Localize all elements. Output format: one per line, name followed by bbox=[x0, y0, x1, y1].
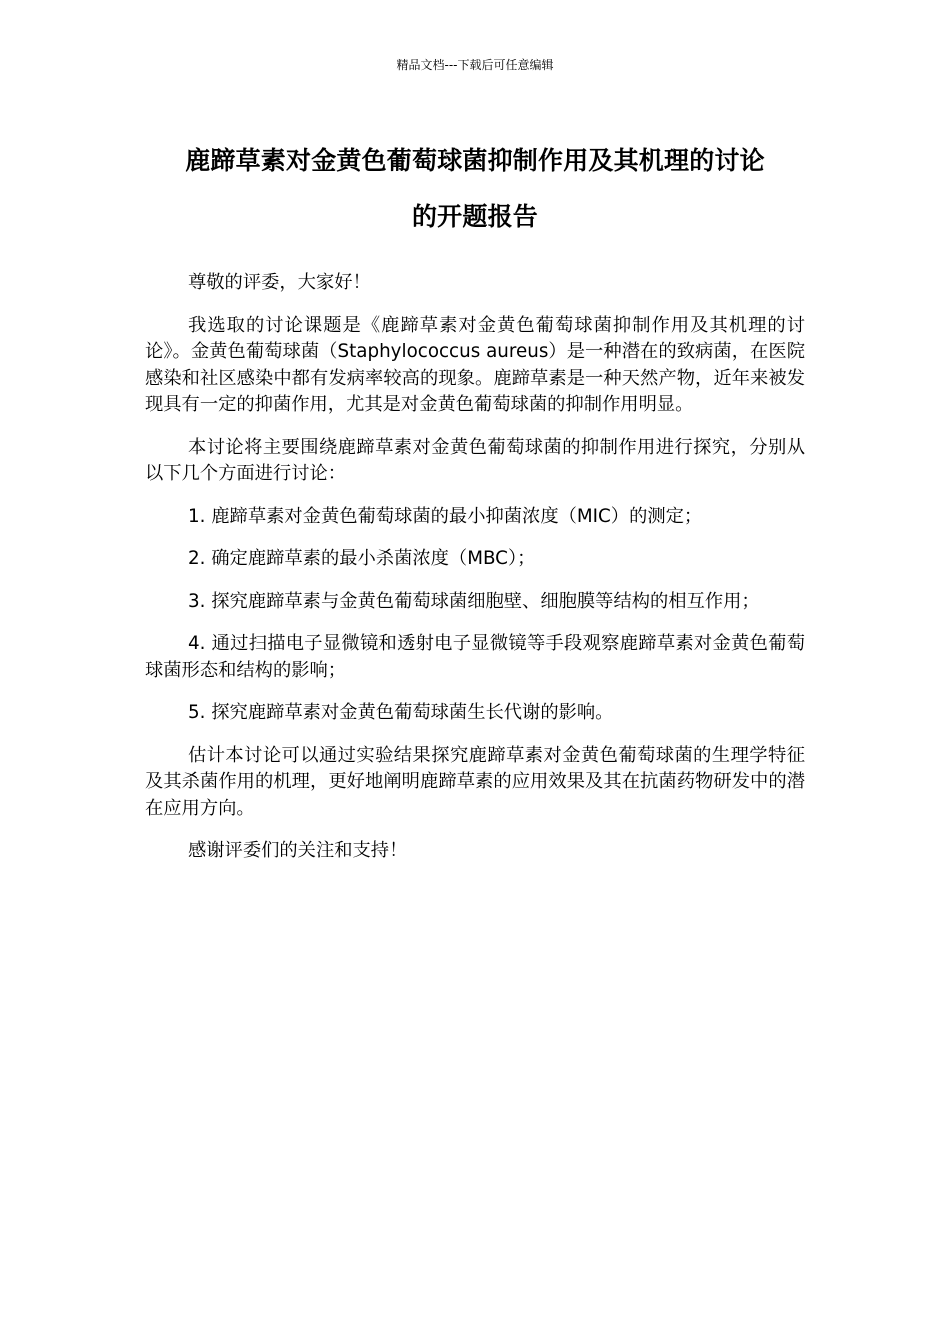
page-header: 精品文档---下载后可任意编辑 bbox=[396, 58, 554, 72]
closing-paragraph: 感谢评委们的关注和支持！ bbox=[188, 840, 408, 861]
list-item-4: 4. 通过扫描电子显微镜和透射电子显微镜等手段观察鹿蹄草素对金黄色葡萄球菌形态和结构的影响； bbox=[145, 633, 805, 681]
document-body bbox=[145, 270, 805, 881]
title-line-2: 的开题报告 bbox=[411, 202, 538, 231]
document-title bbox=[140, 133, 810, 245]
list-item-3: 3. 探究鹿蹄草素与金黄色葡萄球菌细胞壁、细胞膜等结构的相互作用； bbox=[188, 590, 760, 612]
greeting-paragraph: 尊敬的评委，大家好！ bbox=[188, 272, 371, 293]
list-item-1: 1. 鹿蹄草素对金黄色葡萄球菌的最小抑菌浓度（MIC）的测定； bbox=[188, 505, 703, 527]
expectation-paragraph: 估计本讨论可以通过实验结果探究鹿蹄草素对金黄色葡萄球菌的生理学特征及其杀菌作用的机理，更好地阐明鹿蹄草素的应用效果及其在抗菌药物研发中的潜在应用方向。 bbox=[145, 744, 805, 819]
intro-paragraph: 我选取的讨论课题是《鹿蹄草素对金黄色葡萄球菌抑制作用及其机理的讨论》。金黄色葡萄球菌（Staphylococcus aureus）是一种潜在的致病菌，在医院感染和社区感染中都有发病率较高的现象。鹿蹄草素是一种天然产物，近年来被发现具有一定的抑菌作用，尤其是对金黄色葡萄球菌的抑制作用明显。 bbox=[145, 314, 805, 415]
list-item-5: 5. 探究鹿蹄草素对金黄色葡萄球菌生长代谢的影响。 bbox=[188, 702, 614, 723]
scope-paragraph: 本讨论将主要围绕鹿蹄草素对金黄色葡萄球菌的抑制作用进行探究，分别从以下几个方面进行讨论： bbox=[145, 436, 805, 484]
list-item-2: 2. 确定鹿蹄草素的最小杀菌浓度（MBC）； bbox=[188, 548, 536, 569]
title-line-1: 鹿蹄草素对金黄色葡萄球菌抑制作用及其机理的讨论 bbox=[185, 146, 765, 175]
